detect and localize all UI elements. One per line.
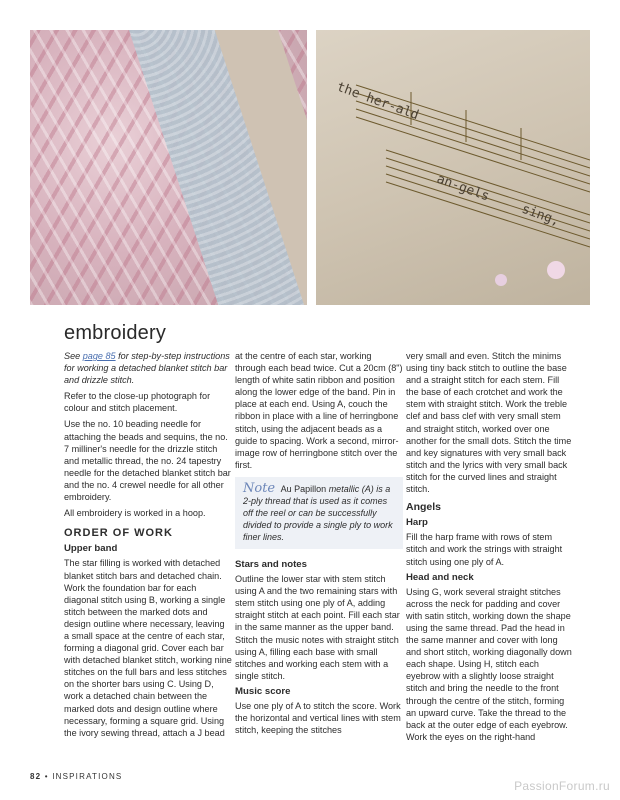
music-score-heading: Music score bbox=[235, 685, 291, 697]
angels-heading: Angels bbox=[406, 501, 442, 514]
footer-separator: • bbox=[44, 772, 49, 781]
lead-rest: for step-by-step instructions for working a detached blanket stitch bar and drizzle stitch. bbox=[64, 351, 230, 386]
note-thread-name: Au Papillon bbox=[280, 483, 327, 494]
paragraph: Outline the lower star with stem stitch using A and the two remaining stars with stem stitch using one ply of A, adding straight stitch at each point. Fill each star in the same manner as the upper band. Stitch the music notes with straight stitch using A, filling each base with small stitches and working each stem with a single stitch. bbox=[235, 574, 400, 681]
lyric-2: an-gels bbox=[434, 171, 492, 205]
paragraph: Using G, work several straight stitches across the neck for padding and cover with satin stitch, working down the shape using the same thread. Pad the head in the same manner and cover with long and short stitch, working diagonally down each shape. Using H, stitch each eyebrow with a slightly loose straight stitch and bring the needle to the front through the centre of the stitch, forming an upward curve. Take the thread to the back at the outer edge of each eyebrow. Work the eyes on the right-hand bbox=[406, 586, 572, 742]
paragraph: at the centre of each star, working through each bead twice. Cut a 20cm (8") length of white satin ribbon and position along the lower edge of the band. Pin in place at each end. Using A, couch the ribbon in place with a line of herringbone stitch, using the adjacent beads as a guide to spacing. Work a second, mirror-image row of herringbone stitch over the first. bbox=[235, 351, 403, 470]
page-footer bbox=[30, 772, 122, 781]
upper-band-heading: Upper band bbox=[64, 543, 118, 555]
column-1 bbox=[64, 350, 232, 743]
music-score-drawing bbox=[316, 30, 590, 305]
note-text: metallic (A) is a 2-ply thread that is used as it comes off the reel or can be successfully divided to provide a single ply to work finer lines. bbox=[243, 483, 393, 542]
lyric-1: the her-ald bbox=[334, 79, 421, 124]
stars-heading: Stars and notes bbox=[235, 558, 307, 570]
column-3 bbox=[406, 350, 574, 747]
harp-heading: Harp bbox=[406, 517, 428, 529]
page-link[interactable]: page 85 bbox=[82, 351, 116, 361]
paragraph: Use one ply of A to stitch the score. Work the horizontal and vertical lines with stem stitch, keeping the stitches bbox=[235, 700, 401, 736]
paragraph: The star filling is worked with detached blanket stitch bars and detached chain. Work the foundation bar for each diagonal stitch using B, working a single stitch between the marked dots and design outline where necessary, leaving a small space at the centre of each star, forming a diagonal grid. Cover each bar with detached blanket stitch, working nine stitches on the full bars and less stitches on the shorter bars using C. Using D, work a detached chain between the marked dots and design outline where necessary, forming a square grid. Using the ivory sewing thread, attach a J bead bbox=[64, 558, 232, 738]
page-number: 82 bbox=[30, 772, 42, 781]
magazine-name: INSPIRATIONS bbox=[52, 772, 123, 781]
head-neck-heading: Head and neck bbox=[406, 571, 474, 583]
lyric-3: sing, bbox=[519, 201, 562, 230]
lead-paragraph bbox=[64, 350, 232, 386]
note-tag: Note bbox=[243, 480, 276, 496]
music-score-photo bbox=[316, 30, 590, 305]
lead-prefix: See bbox=[64, 351, 83, 361]
embroidery-closeup-photo-left bbox=[30, 30, 307, 305]
column-2 bbox=[235, 350, 403, 740]
paragraph: Use the no. 10 beading needle for attaching the beads and sequins, the no. 7 milliner's needle for the drizzle stitch and metallic thread, the no. 24 tapestry needle for the detached blanket stitch bar and the no. 4 crewel needle for all other embroidery. bbox=[64, 419, 231, 503]
paragraph: Fill the harp frame with rows of stem stitch and work the strings with straight stitch using one ply of A. bbox=[406, 532, 563, 567]
paragraph: Refer to the close-up photograph for colour and stitch placement. bbox=[64, 391, 211, 414]
sequin bbox=[495, 274, 507, 286]
paragraph: All embroidery is worked in a hoop. bbox=[64, 508, 206, 519]
paragraph: very small and even. Stitch the minims using tiny back stitch to outline the base and a straight stitch for each stem. Fill the base of each crotchet and work the stem with straight stitch. Work the treble clef and bass clef with very small stem and straight stitch, worked over one another for the small dots. Stitch the time and key signatures with very small back stitch and the lyrics with very small back stitch for the curved lines and straight stitch. bbox=[406, 351, 572, 495]
section-heading: embroidery bbox=[64, 322, 167, 344]
note-box bbox=[235, 477, 403, 549]
beaded-star bbox=[547, 261, 565, 279]
order-of-work-heading: ORDER OF WORK bbox=[64, 527, 173, 540]
watermark: PassionForum.ru bbox=[514, 779, 610, 793]
